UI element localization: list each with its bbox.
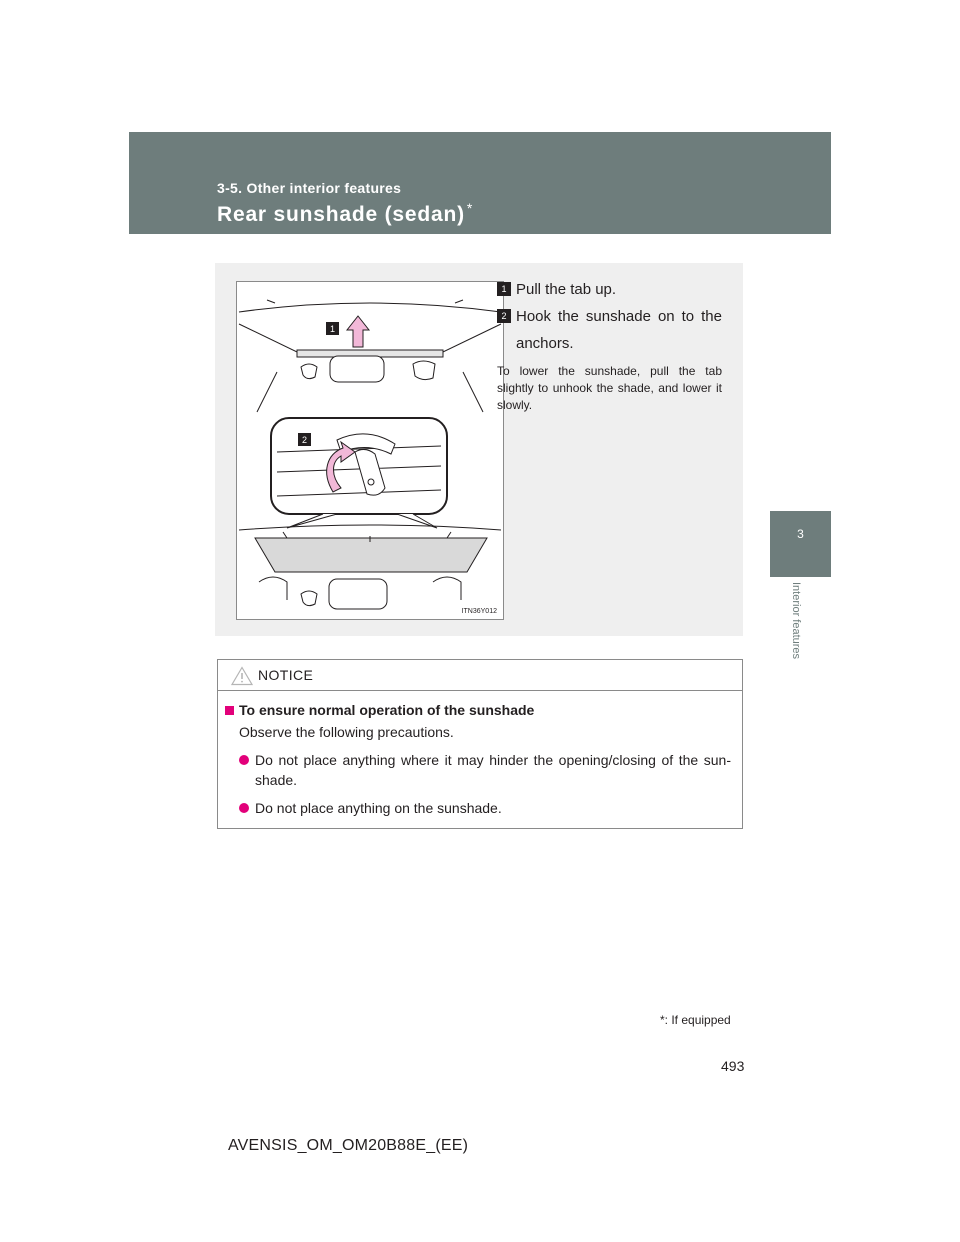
roof-line-lower <box>239 525 501 530</box>
notice-item <box>225 750 731 790</box>
notice-box <box>217 659 743 829</box>
square-bullet-icon <box>225 706 234 715</box>
step-item <box>497 276 722 303</box>
step-text: Hook the sunshade on to the anchors. <box>516 308 722 352</box>
notice-body <box>225 700 731 818</box>
raised-sunshade <box>255 538 487 572</box>
step-number-badge: 2 <box>497 309 511 323</box>
footnote-mark: * <box>660 1013 665 1027</box>
document-code: AVENSIS_OM_OM20B88E_(EE) <box>228 1137 469 1154</box>
step-item <box>497 303 722 357</box>
chapter-tab <box>770 511 831 577</box>
step-text: Pull the tab up. <box>516 281 617 298</box>
section-label: 3-5. Other interior features <box>217 180 402 196</box>
content-box <box>215 263 743 636</box>
illustration-code: ITN36Y012 <box>461 608 497 615</box>
footnote-text: : If equipped <box>664 1013 731 1027</box>
lowering-note: To lower the sunshade, pull the tab slightly to unhook the shade, and lower it slowly. <box>497 364 722 412</box>
page-title-text: Rear sunshade (sedan) <box>217 203 465 226</box>
callout-2-label: 2 <box>301 435 308 445</box>
warning-triangle-icon <box>231 666 253 686</box>
callout-1-label: 1 <box>329 324 336 334</box>
seat-belt-holder <box>301 591 317 606</box>
chapter-number: 3 <box>797 527 804 541</box>
step-number-badge: 1 <box>497 282 511 296</box>
sunshade-drawing <box>237 282 503 619</box>
notice-item-text: Do not place anything where it may hinder the opening/closing of the sun-shade. <box>255 752 731 788</box>
rear-window <box>239 324 501 352</box>
notice-item-text: Do not place anything on the sunshade. <box>255 800 502 816</box>
page-title <box>217 200 473 227</box>
rear-view-mirror-lower <box>329 579 387 609</box>
if-equipped-mark: * <box>466 200 474 216</box>
notice-header <box>218 660 742 691</box>
notice-heading-text: To ensure normal operation of the sunshade <box>239 702 535 718</box>
round-bullet-icon <box>239 803 249 813</box>
notice-heading <box>225 700 731 720</box>
notice-item <box>225 798 731 818</box>
roof-line <box>239 303 501 312</box>
seat-headrest-right <box>413 361 435 380</box>
page-number: 493 <box>721 1058 745 1074</box>
footnote <box>660 1013 731 1027</box>
chapter-label: Interior features <box>790 582 802 660</box>
notice-label: NOTICE <box>258 667 314 683</box>
rear-view-mirror <box>330 356 384 382</box>
notice-intro: Observe the following precautions. <box>239 724 454 740</box>
pull-up-arrow <box>347 316 369 347</box>
round-bullet-icon <box>239 755 249 765</box>
step-list <box>497 276 722 414</box>
section-header <box>129 132 831 234</box>
sunshade-illustration <box>236 281 504 620</box>
seat-headrest-left <box>301 364 317 379</box>
